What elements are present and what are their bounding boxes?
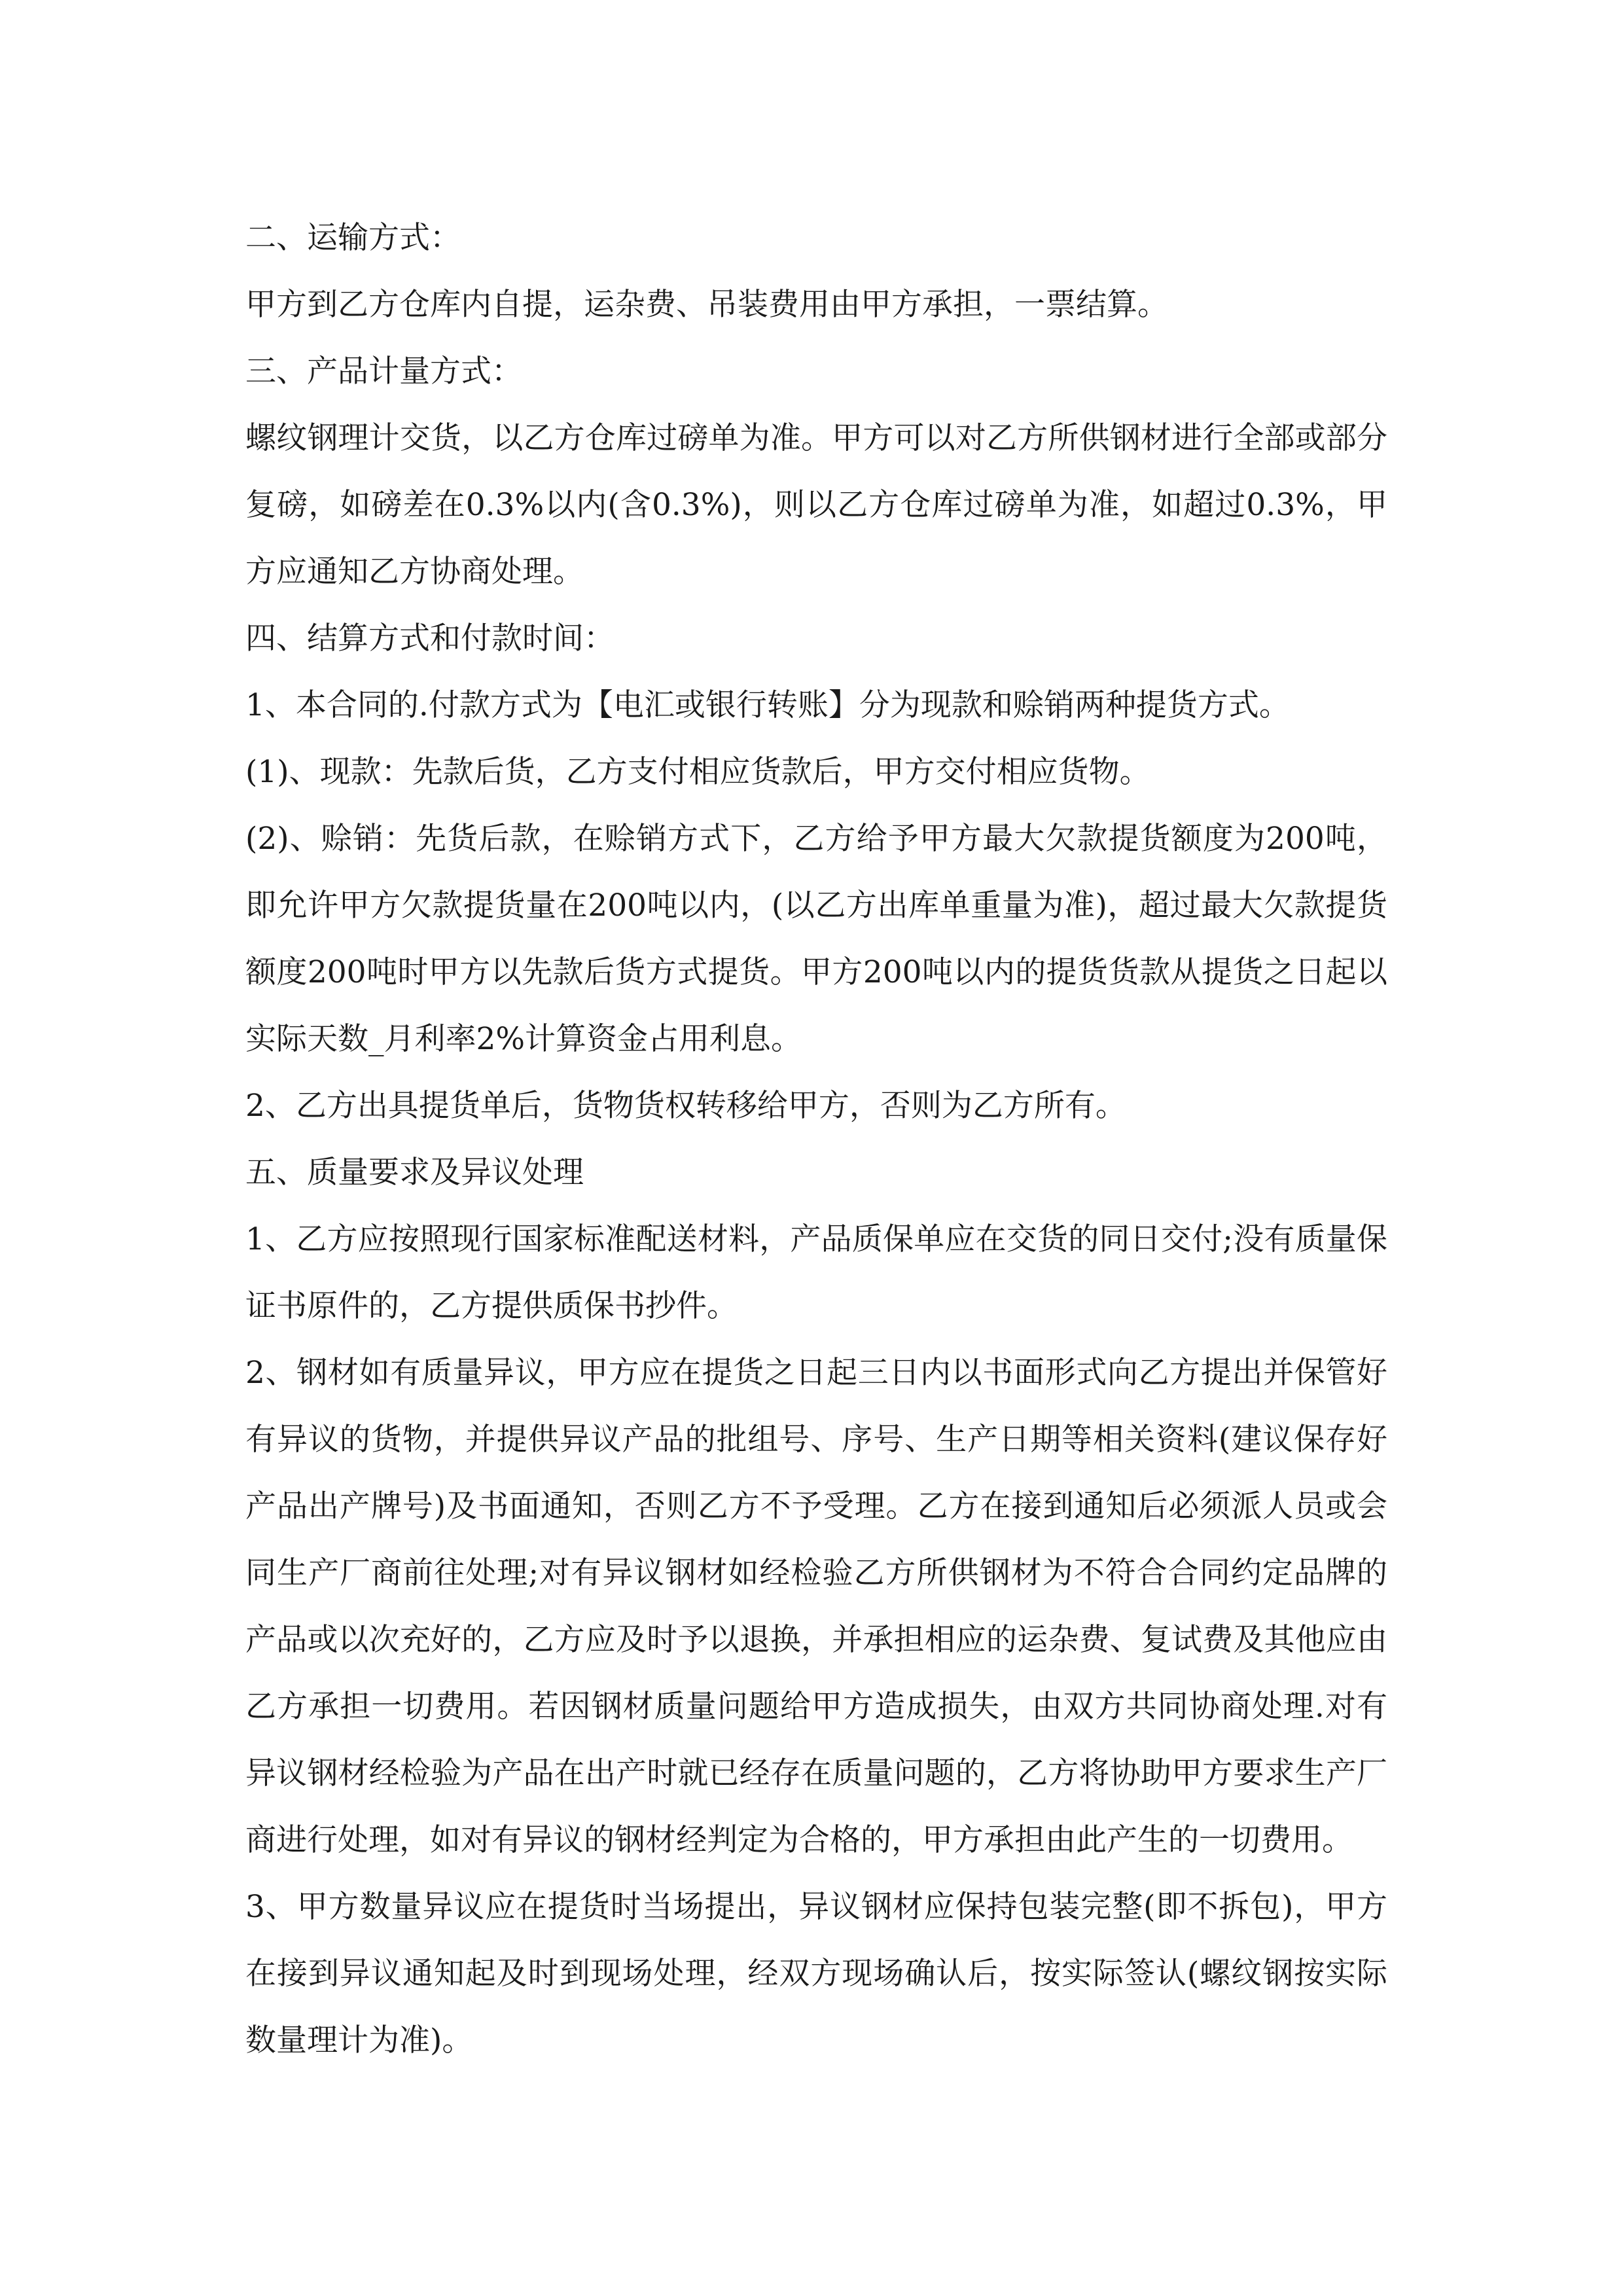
document-body <box>245 205 1387 2074</box>
section-heading-settlement: 四、结算方式和付款时间： <box>245 620 615 656</box>
paragraph-quality-objection: 2、钢材如有质量异议，甲方应在提货之日起三日内以书面形式向乙方提出并保管好有异议的货物，并提供异议产品的批组号、序号、生产日期等相关资料(建议保存好产品出产牌号)及书面通知，否则乙方不予受理。乙方在接到通知后必须派人员或会同生产厂商前往处理;对有异议钢材如经检验乙方所供钢材为不符合合同约定品牌的产品或以次充好的，乙方应及时予以退换，并承担相应的运杂费、复试费及其他应由乙方承担一切费用。若因钢材质量问题给甲方造成损失，由双方共同协商处理.对有异议钢材经检验为产品在出产时就已经存在质量问题的，乙方将协助甲方要求生产厂商进行处理，如对有异议的钢材经判定为合格的，甲方承担由此产生的一切费用。 <box>245 1355 1387 1858</box>
paragraph-title-transfer: 2、乙方出具提货单后，货物货权转移给甲方，否则为乙方所有。 <box>245 1088 1126 1124</box>
paragraph-payment-method: 1、本合同的.付款方式为【电汇或银行转账】分为现款和赊销两种提货方式。 <box>245 687 1290 723</box>
paragraph-transport: 甲方到乙方仓库内自提，运杂费、吊装费用由甲方承担，一票结算。 <box>245 287 1168 323</box>
paragraph-quality-standard: 1、乙方应按照现行国家标准配送材料，产品质保单应在交货的同日交付;没有质量保证书原件的，乙方提供质保书抄件。 <box>245 1221 1387 1324</box>
paragraph-cash-payment: (1)、现款：先款后货，乙方支付相应货款后，甲方交付相应货物。 <box>245 754 1150 790</box>
section-heading-transport: 二、运输方式： <box>245 220 461 256</box>
section-heading-quality: 五、质量要求及异议处理 <box>245 1155 584 1191</box>
paragraph-measurement: 螺纹钢理计交货，以乙方仓库过磅单为准。甲方可以对乙方所供钢材进行全部或部分复磅，如磅差在0.3%以内(含0.3%)，则以乙方仓库过磅单为准，如超过0.3%，甲方应通知乙方协商处理。 <box>245 420 1387 590</box>
paragraph-quantity-objection: 3、甲方数量异议应在提货时当场提出，异议钢材应保持包装完整(即不拆包)，甲方在接到异议通知起及时到现场处理，经双方现场确认后，按实际签认(螺纹钢按实际数量理计为准)。 <box>245 1889 1387 2058</box>
section-heading-measurement: 三、产品计量方式： <box>245 353 522 389</box>
paragraph-credit-sale: (2)、赊销：先货后款，在赊销方式下，乙方给予甲方最大欠款提货额度为200吨，即允许甲方欠款提货量在200吨以内，(以乙方出库单重量为准)，超过最大欠款提货额度200吨时甲方以先款后货方式提货。甲方200吨以内的提货货款从提货之日起以实际天数_月利率2%计算资金占用利息。 <box>245 821 1387 1057</box>
